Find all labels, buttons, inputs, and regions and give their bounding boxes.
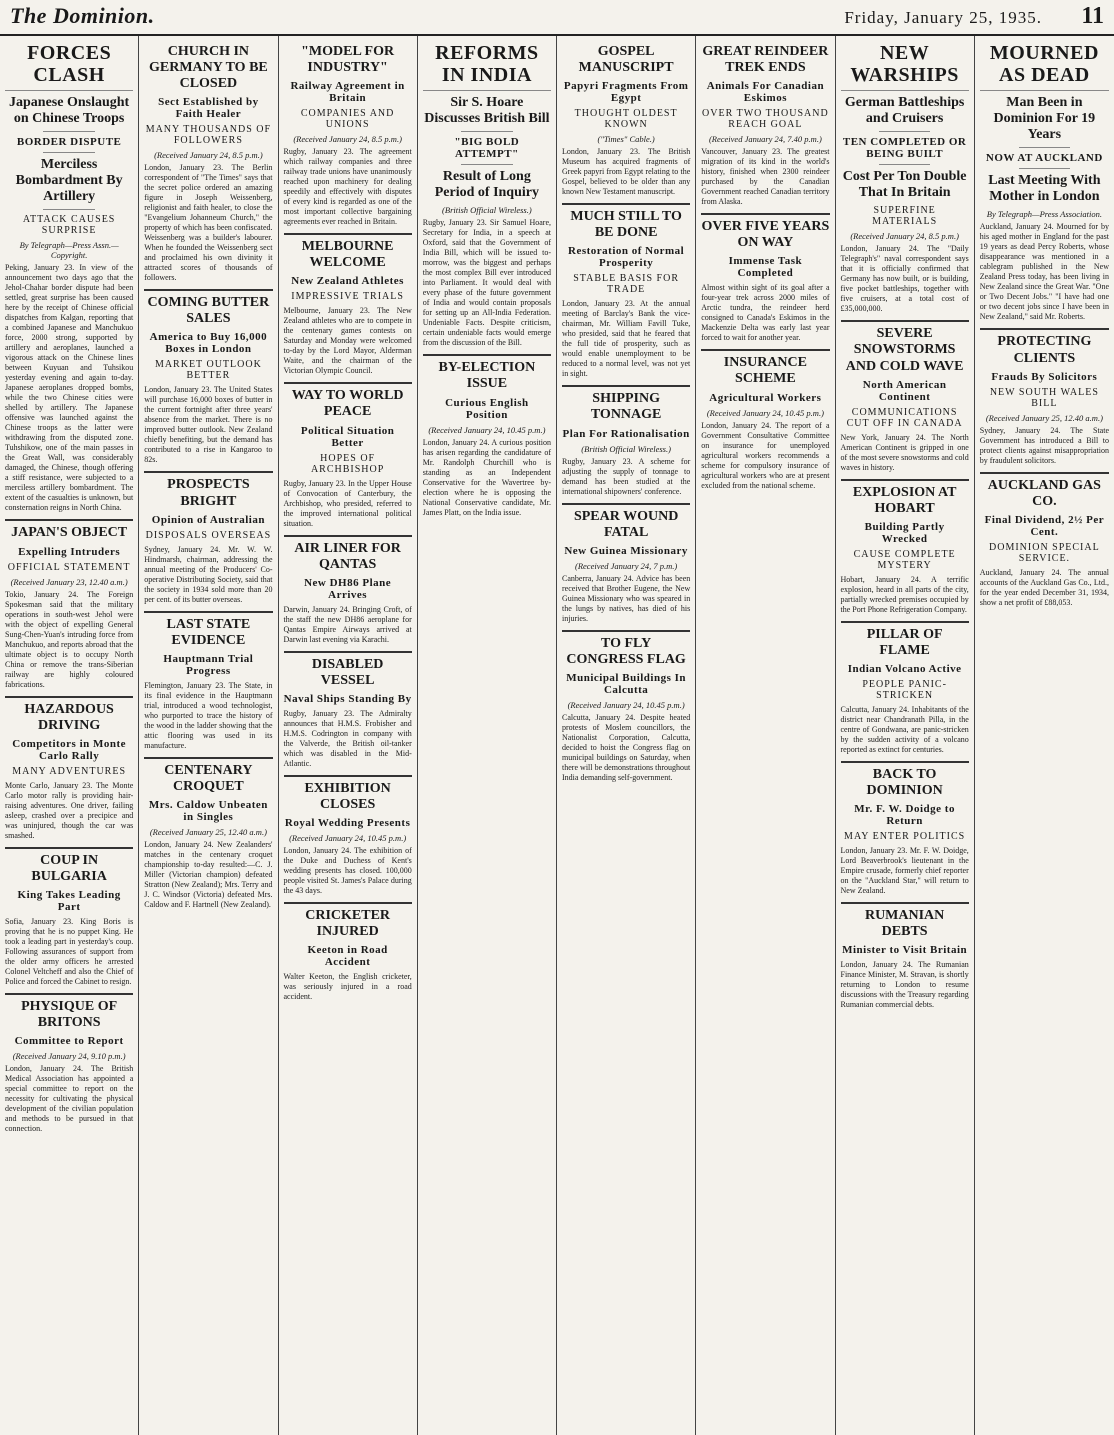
divider <box>562 203 690 205</box>
subheadline: Royal Wedding Presents <box>284 817 411 830</box>
deck: MARKET OUTLOOK BETTER <box>154 359 262 382</box>
article-gospel-manuscript <box>562 44 690 197</box>
article-to-fly-congress-flag <box>562 636 690 783</box>
headline: GREAT REINDEER TREK ENDS <box>702 44 829 76</box>
subheadline: Japanese Onslaught on Chinese Troops <box>9 95 130 127</box>
divider <box>144 471 272 473</box>
article-disabled-vessel <box>284 657 412 769</box>
deck: NEW SOUTH WALES BILL <box>989 386 1099 409</box>
article-body: London, January 23. The British Museum has acquired fragments of Greek papyri from Egypt relating to the Gospel, believed to be older than any known New Testament manuscript. <box>562 147 691 197</box>
article-air-liner-for-qantas <box>284 541 412 645</box>
dateline: (Received January 24, 8.5 p.m.) <box>293 134 402 145</box>
divider <box>461 164 512 165</box>
dateline: (British Official Wireless.) <box>581 443 671 454</box>
dateline: (Received January 24, 10.45 p.m.) <box>706 407 824 418</box>
subheadline: Papyri Fragments From Egypt <box>563 80 689 105</box>
deck: DOMINION SPECIAL SERVICE. <box>989 541 1100 564</box>
article-body: Canberra, January 24. Advice has been received that Brother Eugene, the New Guinea Missionary who was speared in the lungs by natives, has died of his injuries. <box>562 573 691 623</box>
headline: EXHIBITION CLOSES <box>304 780 391 813</box>
article-forces-clash <box>5 42 133 513</box>
article-back-to-dominion <box>841 767 969 896</box>
headline: SEVERE SNOWSTORMS AND COLD WAVE <box>845 326 964 374</box>
article-reforms-in-india <box>423 42 551 348</box>
article-japans-object <box>5 525 133 689</box>
article-body: Hobart, January 24. A terrific explosion, heard in all parts of the city, partially wrecked premises occupied by the Port Phone Refrigeration Company. <box>840 574 969 614</box>
deck: IMPRESSIVE TRIALS <box>291 291 404 303</box>
deck: MANY THOUSANDS OF FOLLOWERS <box>145 124 272 147</box>
article-body: London, January 24. A curious position has arisen regarding the candidature of Mr. Randolph Churchill who is standing as an Independent Conservative for the Wavertree by-election where he is opposing the National Conservative candidate, Mr. James Platt, on the India issue. <box>422 437 551 517</box>
subheadline: Municipal Buildings In Calcutta <box>566 671 687 696</box>
divider <box>144 611 272 613</box>
divider <box>284 233 412 235</box>
article-body: London, January 23. At the annual meeting of Barclay's Bank the vice-chairman, Mr. William Favill Tuke, who presided, said that he feared that the full tide of prosperity, such as would enable unemployment to be reduced to a normal level, was not yet in sight. <box>562 299 691 379</box>
subheadline: Political Situation Better <box>300 424 395 449</box>
divider <box>144 289 272 291</box>
article-over-five-years-on-way <box>701 219 829 343</box>
subheadline: Competitors in Monte Carlo Rally <box>12 737 127 762</box>
deck: THOUGHT OLDEST KNOWN <box>574 108 678 131</box>
headline: LAST STATE EVIDENCE <box>166 616 251 648</box>
divider <box>879 131 930 132</box>
headline: CENTENARY CROQUET <box>164 762 253 794</box>
article-body: London, January 24. The "Daily Telegraph's" naval correspondent says that it is officially confirmed that Germany has now built, or is building, five pocket battleships, together with five cruisers, at a total cost of £35,000,000. <box>840 244 969 314</box>
article-explosion-at-hobart <box>841 485 969 615</box>
deck: HOPES OF ARCHBISHOP <box>310 452 385 475</box>
article-great-reindeer-trek <box>701 44 829 207</box>
headline: MELBOURNE WELCOME <box>301 239 394 271</box>
headline: INSURANCE SCHEME <box>723 355 807 387</box>
dateline: ("Times" Cable.) <box>597 134 655 145</box>
article-body: Sydney, January 24. The State Government has introduced a Bill to protect clients against misappropriation by fraudulent solicitors. <box>979 425 1109 465</box>
subheadline: Final Dividend, 2½ Per Cent. <box>984 513 1105 538</box>
headline: TO FLY CONGRESS FLAG <box>566 635 686 667</box>
subheadline: Plan For Rationalisation <box>562 427 690 440</box>
deck: "BIG BOLD ATTEMPT" <box>454 136 520 161</box>
headline: DISABLED VESSEL <box>311 656 384 688</box>
article-body: London, January 24. The report of a Government Consultative Committee on insurance for unemployed agricultural workers recommends a scheme for compulsory insurance of agricultural workers who are at present excluded from the national scheme. <box>701 420 830 490</box>
article-body: London, January 23. The Berlin correspondent of "The Times" says that the secret police ordered an amazing figure in Joseph Weissenberg, religionist and faith healer, to close the "Evangelium Johanneum Church," the property of which has been confiscated. Weissenberg was a builder's labourer. When he founded the Weissenberg sect and proclaimed his own divinity it attracted scores of thousands of followers. <box>144 163 273 283</box>
subheadline: Man Been in Dominion For 19 Years <box>993 95 1096 143</box>
headline: BACK TO DOMINION <box>866 767 943 799</box>
subheadline: Minister to Visit Britain <box>842 944 968 957</box>
headline: BY-ELECTION ISSUE <box>438 360 536 392</box>
column-5 <box>557 36 696 1435</box>
article-body: Rugby, January 23. The agreement which railway companies and three railway trade unions have unanimously reached upon machinery for dealing speedily and effectively with disputes of every kind is regarded as one of the most important collective bargaining agreements ever reached in Britain. <box>283 147 412 227</box>
divider <box>879 164 930 165</box>
article-body: Sydney, January 24. Mr. W. W. Hindmarsh, chairman, addressing the annual meeting of the Producers' Co-operative Distributing Society, said that the society in 1934 sold more than 20 per cent. of its butter overseas. <box>144 544 273 604</box>
masthead <box>0 0 1114 36</box>
deck: OFFICIAL STATEMENT <box>7 561 131 573</box>
article-body: London, January 23. The United States will purchase 16,000 boxes of butter in the current fortnight after three years' absence from the market. There is no improved butter outlook. New Zealand chiefly benefiting, but the demand has contributed to a rise in Kangaroo to 82s. <box>144 385 273 465</box>
article-body: Tokio, January 24. The Foreign Spokesman said that the military operations in south-west Jehol were with the object of expelling General Sung-Chen-Yuan's intruding force from Manchukuo, and reports abroad that the ultimate object is to occupy North China or remove the trans-Siberian railway are highly coloured fabrications. <box>5 589 134 689</box>
deck: ATTACK CAUSES SURPRISE <box>22 214 116 237</box>
article-body: London, January 24. The Rumanian Finance Minister, M. Stravan, is shortly returning to London to resume discussions with the Treasury regarding Rumanian commercial debts. <box>840 960 969 1010</box>
divider <box>841 479 969 481</box>
article-body: Rugby, January 23. In the Upper House of Convocation of Canterbury, the Archbishop, who presided, referred to the improved international political situation. <box>283 478 412 528</box>
headline: "MODEL FOR INDUSTRY" <box>301 44 395 76</box>
headline: PHYSIQUE OF BRITONS <box>21 998 118 1031</box>
column-3 <box>279 36 418 1435</box>
subheadline: Indian Volcano Active <box>847 663 962 676</box>
subheadline: Animals For Canadian Eskimos <box>706 80 825 105</box>
article-way-to-world-peace <box>284 388 412 528</box>
subheadline: New Zealand Athletes <box>291 275 404 288</box>
subheadline: Expelling Intruders <box>18 545 121 558</box>
deck: BORDER DISPUTE <box>16 136 122 149</box>
deck: OVER TWO THOUSAND REACH GOAL <box>702 108 829 131</box>
divider <box>284 651 412 653</box>
article-much-still-to-be-done <box>562 209 690 379</box>
dateline: (Received January 24, 9.10 p.m.) <box>12 1051 126 1062</box>
article-insurance-scheme <box>701 355 829 490</box>
article-new-warships <box>841 42 969 314</box>
subheadline: Naval Ships Standing By <box>283 692 412 705</box>
column-8 <box>975 36 1114 1435</box>
divider <box>5 993 133 995</box>
column-7 <box>836 36 975 1435</box>
subheadline: Merciless Bombardment By Artillery <box>15 157 123 205</box>
headline: FORCES CLASH <box>5 42 133 91</box>
subheadline: Last Meeting With Mother in London <box>988 173 1101 205</box>
dateline: (Received January 24, 8.5 p.m.) <box>154 150 263 161</box>
article-prospects-bright <box>144 477 272 604</box>
article-rumanian-debts <box>841 908 969 1010</box>
subheadline: Opinion of Australian <box>151 513 265 526</box>
headline: MUCH STILL TO BE DONE <box>570 209 682 241</box>
subheadline: Agricultural Workers <box>709 391 822 404</box>
divider <box>562 385 690 387</box>
article-church-in-germany <box>144 44 272 283</box>
subheadline: Keeton in Road Accident <box>307 944 388 969</box>
subheadline: Mr. F. W. Doidge to Return <box>854 803 955 828</box>
article-body: London, January 23. Mr. F. W. Doidge, Lord Beaverbrook's lieutenant in the Empire crusade, formerly chief reporter on the "Auckland Star," will return to New Zealand. <box>840 846 969 896</box>
article-shipping-tonnage <box>562 391 690 496</box>
deck: STABLE BASIS FOR TRADE <box>573 273 680 296</box>
subheadline: New DH86 Plane Arrives <box>304 576 392 601</box>
divider <box>562 503 690 505</box>
headline: AIR LINER FOR QANTAS <box>294 540 401 572</box>
dateline: (Received January 24, 10.45 p.m.) <box>428 424 546 435</box>
deck: SUPERFINE MATERIALS <box>872 205 938 228</box>
column-6 <box>696 36 835 1435</box>
subheadline: America to Buy 16,000 Boxes in London <box>149 331 268 356</box>
divider <box>1019 168 1071 169</box>
article-severe-snowstorms <box>841 326 969 472</box>
divider <box>841 320 969 322</box>
divider <box>284 775 412 777</box>
headline: WAY TO WORLD PEACE <box>291 388 404 420</box>
divider <box>5 847 133 849</box>
article-body: Rugby, January 23. The Admiralty announces that H.M.S. Frobisher and H.M.S. Codrington in company with the Valverde, the British oil-tanker which was disabled in the Mid-Atlantic. <box>283 708 412 768</box>
divider <box>284 902 412 904</box>
article-coup-in-bulgaria <box>5 853 133 987</box>
newspaper-columns <box>0 36 1114 1435</box>
headline: REFORMS IN INDIA <box>423 42 551 91</box>
article-body: Auckland, January 24. The annual accounts of the Auckland Gas Co., Ltd., for the year ended December 31, 1934, show a net profit of £88,053. <box>979 567 1109 607</box>
divider <box>701 349 829 351</box>
dateline: (Received January 24, 7.40 p.m.) <box>708 134 822 145</box>
article-body: Calcutta, January 24. Inhabitants of the district near Chandranath Pilla, in the centre of Gondwana, are panic-stricken by the sudden activity of a volcano reported as extinct for centuries. <box>840 705 969 755</box>
article-body: Vancouver, January 23. The greatest migration of its kind in the world's history, finished when 2300 reindeer purchased by the Canadian Government reached Canadian territory from Alaska. <box>701 147 830 207</box>
divider <box>5 696 133 698</box>
divider <box>144 757 272 759</box>
headline: OVER FIVE YEARS ON WAY <box>701 219 830 251</box>
subheadline: Building Partly Wrecked <box>864 520 945 545</box>
dateline: (Received January 24, 10.45 p.m.) <box>567 699 685 710</box>
divider <box>284 382 412 384</box>
article-body: Rugby, January 23. Sir Samuel Hoare, Secretary for India, in a speech at Oxford, said that the Government of India Bill, which will be issued to-morrow, was the biggest and perhaps the most complex Bill ever introduced into Parliament. It would deal with every phase of the future government of India and would contain proposals for setting up an All-India Federation. Undeniable Facts. Despite criticism, certain undeniable facts would emerge from the discussion of the Bill. <box>422 218 551 348</box>
article-protecting-clients <box>980 334 1109 465</box>
headline: EXPLOSION AT HOBART <box>852 484 957 516</box>
article-body: Auckland, January 24. Mourned for by his aged mother in England for the past 19 years as dead Percy Roberts, whose disappearance was mentioned in a cablegram published in the New Zealand Press today, has been living in New Zealand since the Great War. "One or Two Decent Jobs." "I have had one or two decent jobs since I have been in New Zealand," said Mr. Roberts. <box>979 222 1109 322</box>
deck: COMPANIES AND UNIONS <box>300 108 395 131</box>
headline: CRICKETER INJURED <box>305 908 391 940</box>
subheadline: Result of Long Period of Inquiry <box>434 169 539 201</box>
column-4 <box>418 36 557 1435</box>
divider <box>980 328 1109 330</box>
divider <box>43 152 94 153</box>
column-2 <box>139 36 278 1435</box>
subheadline: Mrs. Caldow Unbeaten in Singles <box>148 799 268 824</box>
deck: DISPOSALS OVERSEAS <box>145 529 272 541</box>
subheadline: Frauds By Solicitors <box>991 370 1098 383</box>
dateline: (Received January 24, 10.45 p.m.) <box>289 833 407 844</box>
headline: SHIPPING TONNAGE <box>590 391 662 423</box>
divider <box>284 535 412 537</box>
divider <box>43 209 94 210</box>
headline: HAZARDOUS DRIVING <box>24 701 114 733</box>
article-body: Monte Carlo, January 23. The Monte Carlo motor rally is providing hair-raising adventures. One driver, failing asleep, crashed over a precipice and was uninjured, though the car was smashed. <box>5 780 134 840</box>
dateline: (British Official Wireless.) <box>442 205 532 216</box>
article-mourned-as-dead <box>980 42 1109 322</box>
subheadline: North American Continent <box>862 378 947 403</box>
headline: MOURNED AS DEAD <box>980 42 1109 91</box>
article-hazardous-driving <box>5 702 133 841</box>
article-exhibition-closes <box>284 781 412 896</box>
subheadline: Hauptmann Trial Progress <box>163 652 254 677</box>
subheadline: Cost Per Ton Double That In Britain <box>842 169 967 201</box>
dateline: (Received January 24, 7 p.m.) <box>575 560 678 571</box>
divider <box>841 621 969 623</box>
dateline: By Telegraph—Press Assn.—Copyright. <box>19 240 119 261</box>
article-last-state-evidence <box>144 617 272 751</box>
article-body: London, January 24. New Zealanders' matches in the centenary croquet championship to-day resulted:—C. J. Miller (Victorian champion) defeated Stratton (New Zealand); Mrs. Terry and J. C. Windsor (Victoria) defeated Mrs. Caldow and F. Hartnell (New Zealand). <box>144 840 273 910</box>
headline: PROTECTING CLIENTS <box>997 334 1092 366</box>
deck: CAUSE COMPLETE MYSTERY <box>853 548 956 571</box>
headline: NEW WARSHIPS <box>841 42 969 91</box>
headline: JAPAN'S OBJECT <box>11 525 128 541</box>
deck: MANY ADVENTURES <box>12 765 127 777</box>
subheadline: Committee to Report <box>14 1035 124 1048</box>
article-model-for-industry <box>284 44 412 227</box>
article-body: Melbourne, January 23. The New Zealand athletes who are to compete in the centenary games contests on Saturday and Monday were welcomed to-day by the Lord Mayor, Alderman Waite, and the chairman of the Victorian Olympic Council. <box>283 306 412 376</box>
divider <box>423 354 551 356</box>
divider <box>461 131 512 132</box>
article-centenary-croquet <box>144 763 272 910</box>
divider <box>701 213 829 215</box>
subheadline: German Battleships and Cruisers <box>844 95 965 127</box>
subheadline: New Guinea Missionary <box>564 544 688 557</box>
article-by-election-issue <box>423 360 551 517</box>
headline: SPEAR WOUND FATAL <box>573 508 679 540</box>
subheadline: Curious English Position <box>445 396 529 421</box>
subheadline: Restoration of Normal Prosperity <box>568 245 685 270</box>
article-spear-wound-fatal <box>562 509 690 624</box>
article-body: Darwin, January 24. Bringing Croft, of the staff the new DH86 aeroplane for Qantas Empire Airways arrived at Darwin last evening via Karachi. <box>283 604 412 644</box>
article-body: New York, January 24. The North American Continent is gripped in one of the most severe snowstorms and cold waves in history. <box>840 432 969 472</box>
article-body: Calcutta, January 24. Despite heated protests of Moslem councillors, the Nationalist Corporation, Calcutta, decided to hoist the Congress flag on municipal buildings on Saturday, when there will be demonstrations throughout India demanding self-government. <box>562 712 691 782</box>
article-physique-of-britons <box>5 999 133 1134</box>
headline: PROSPECTS BRIGHT <box>167 477 250 509</box>
headline: COUP IN BULGARIA <box>31 852 107 884</box>
headline: GOSPEL MANUSCRIPT <box>578 44 674 76</box>
article-body: Rugby, January 23. A scheme for adjusting the supply of tonnage to demand has been studied at the international shipowners' conference. <box>562 456 691 496</box>
newspaper-title: The Dominion. <box>10 3 155 28</box>
divider <box>841 761 969 763</box>
column-1 <box>0 36 139 1435</box>
article-body: Walter Keeton, the English cricketer, was seriously injured in a road accident. <box>283 972 412 1002</box>
article-coming-butter-sales <box>144 295 272 465</box>
article-pillar-of-flame <box>841 627 969 755</box>
headline: CHURCH IN GERMANY TO BE CLOSED <box>148 44 268 92</box>
dateline: By Telegraph—Press Association. <box>986 209 1102 220</box>
article-auckland-gas-co <box>980 478 1109 608</box>
subheadline: Sect Established by Faith Healer <box>158 96 259 121</box>
headline: AUCKLAND GAS CO. <box>987 477 1101 509</box>
dateline: (Received January 25, 12.40 a.m.) <box>149 827 267 838</box>
issue-date: Friday, January 25, 1935. <box>844 8 1042 27</box>
subheadline: Railway Agreement in Britain <box>290 80 405 105</box>
divider <box>980 472 1109 474</box>
headline: RUMANIAN DEBTS <box>864 908 945 940</box>
dateline: (Received January 25, 12.40 a.m.) <box>985 412 1103 423</box>
deck: PEOPLE PANIC-STRICKEN <box>862 679 947 702</box>
divider <box>43 131 94 132</box>
article-body: Almost within sight of its goal after a four-year trek across 2000 miles of Arctic tundra, the reindeer herd consigned to Canada's Eskimos in the Mackenzie Delta was early last year forced to wait for another year. <box>701 283 830 343</box>
subheadline: King Takes Leading Part <box>17 888 121 913</box>
article-body: London, January 24. The exhibition of the Duke and Duchess of Kent's wedding presents has closed. 100,000 people visited St. James's Palace during the 43 days. <box>283 846 412 896</box>
article-body: London, January 24. The British Medical Association has appointed a special committee to report on the necessity for cultivating the physical development of the civilian population and methods to be pursued in that connection. <box>5 1064 134 1134</box>
divider <box>5 519 133 521</box>
deck: TEN COMPLETED OR BEING BUILT <box>842 136 967 161</box>
subheadline: Sir S. Hoare Discusses British Bill <box>424 95 550 127</box>
headline: COMING BUTTER SALES <box>147 295 270 327</box>
divider <box>1019 147 1071 148</box>
subheadline: Immense Task Completed <box>728 255 803 280</box>
dateline: (Received January 23, 12.40 a.m.) <box>10 576 128 587</box>
deck: MAY ENTER POLITICS <box>844 831 966 843</box>
article-melbourne-welcome <box>284 239 412 376</box>
deck: COMMUNICATIONS CUT OFF IN CANADA <box>846 406 963 429</box>
article-body: Flemington, January 23. The State, in its final evidence in the Hauptmann trial, introduced a wood technologist, who purported to trace the history of the wood in the ladder showing that the attic flooring was used in its manufacture. <box>144 680 273 750</box>
page-number: 11 <box>1081 3 1104 29</box>
headline: PILLAR OF FLAME <box>866 626 943 658</box>
deck: NOW AT AUCKLAND <box>985 152 1103 165</box>
divider <box>841 902 969 904</box>
dateline: (Received January 24, 8.5 p.m.) <box>850 231 959 242</box>
article-body: Sofia, January 23. King Boris is proving that he is no puppet King. He took a leading part in yesterday's coup. Following assurances of support from the older army officers he arrested Colonel Veltcheff and also the Chief of Police and forced the Cabinet to resign. <box>5 916 134 986</box>
article-body: Peking, January 23. In view of the announcement two days ago that the Jehol-Chahar border dispute had been settled, great surprise has been caused here by the receipt of Chinese official dispatches from Kalgan, reporting that a combined Japanese and Manchukuo force, 2000 strong, supported by artillery and aeroplanes, launched a vigorous attack on the Chinese lines between Kuyuan and Tuhsikou yesterday evening and again to-day. Japanese aeroplanes dropped bombs, while the two Chinese cities were shelled by artillery. The Japanese offensive was launched against the Chinese troops as the latter were withdrawing from the disputed zone. Tuhshikow, one of the main passes in the Great Wall, was considerably damaged, the Chinese, though offering a stiff resistance, were subjected to a merciless artillery bombardment. The extent of the casualties is unknown, but consternation reigns in North China. <box>5 263 134 513</box>
article-cricketer-injured <box>284 908 412 1002</box>
divider <box>562 630 690 632</box>
